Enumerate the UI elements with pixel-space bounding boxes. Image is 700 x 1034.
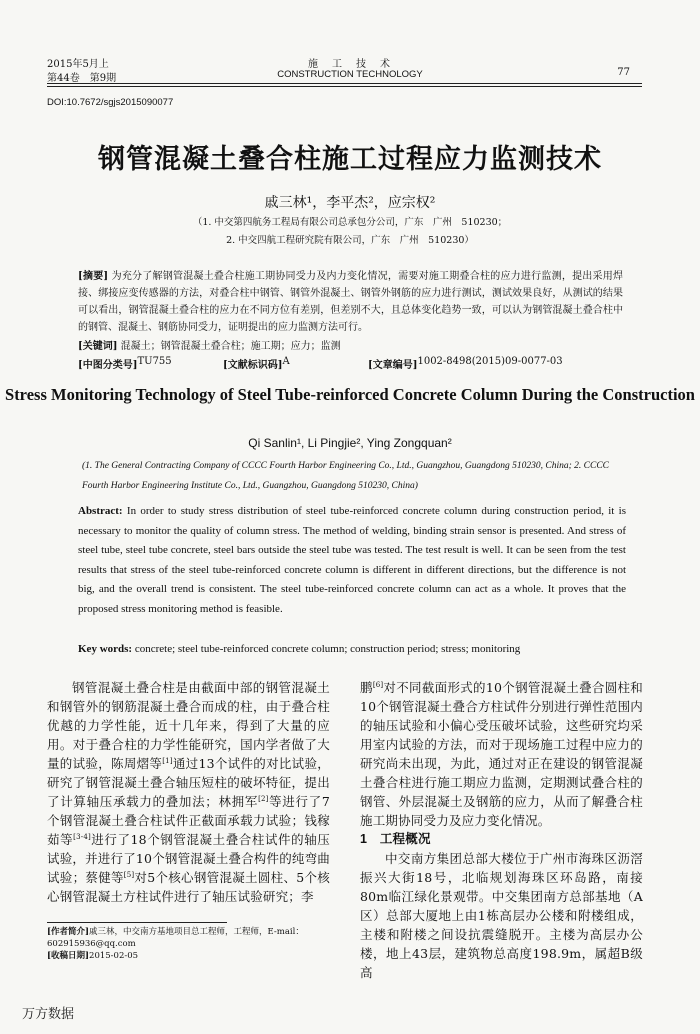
abstract-en — [78, 502, 626, 619]
citation: [5] — [123, 870, 135, 879]
title-cn: 钢管混凝土叠合柱施工过程应力监测技术 — [98, 144, 602, 175]
body-column-right — [360, 678, 643, 982]
body-text: 对5个核心钢管混凝土圆柱、5个核心钢管混凝土方柱试件进行了轴压试验研究；李 — [47, 870, 330, 904]
abstract-en-text: In order to study stress distribution of steel tube-reinforced concrete column during construction period, it is necessary to monitor the quality of column stress. The method of welding, binding strain sensor is presented. And stress of steel tube, steel tube concrete, steel bars outside the steel tube was tested. The test result is well. It can be seen from the test results that stress of the steel tube-reinforced concrete column is different in different directions, but the difference is not big, and the overall trend is consistent. The steel tube-reinforced concrete column can act as a whole. It proves that the proposed stress monitoring method is feasible. — [78, 505, 626, 615]
author-bio-label: [作者简介] — [47, 927, 90, 937]
authors-en: Qi Sanlin¹, Li Pingjie², Ying Zongquan² — [248, 436, 452, 450]
received-date-value: 2015-02-05 — [89, 951, 139, 961]
abstract-cn — [78, 268, 623, 336]
keywords-cn-text: 混凝土；钢管混凝土叠合柱；施工期；应力；监测 — [120, 341, 341, 352]
clc-value: TU755 — [137, 356, 172, 367]
header-rule-thin — [47, 86, 642, 87]
page-number: 77 — [617, 67, 630, 78]
keywords-en-text: concrete; steel tube-reinforced concrete column; construction period; stress; monitoring — [134, 643, 521, 655]
citation: [6] — [372, 680, 384, 689]
keywords-en-label: Key words: — [78, 643, 133, 655]
abstract-cn-text: 为充分了解钢管混凝土叠合柱施工期协同受力及内力变化情况，需要对施工期叠合柱的应力进行监测，提出采用焊接、绑接应变传感器的方法，对叠合柱中钢管、钢管外混凝土、钢管外钢筋的应力进行测试，测试效果良好，从测试的结果可以看出，钢管混凝土叠合柱的应力在不同方位有差别，但差别不大，且总体变化趋势一致，可以认为钢管混凝土叠合柱中的钢管、混凝土、钢筋协同受力，证明提出的应力监测方法可行。 — [78, 271, 624, 333]
received-date-label: [收稿日期] — [47, 951, 90, 961]
doi: DOI:10.7672/sgjs2015090077 — [47, 97, 174, 108]
header-rule — [47, 83, 642, 84]
affiliation-cn-1: （1. 中交第四航务工程局有限公司总承包分公司，广东 广州 510230； — [192, 217, 508, 228]
volume-issue: 第44卷 第9期 — [47, 73, 117, 84]
body-text: 等进行了7个钢管混凝土叠合柱试件正截面承载力试验；钱稼茹等 — [47, 794, 331, 847]
body-paragraph — [47, 678, 330, 906]
author-bio-text: 戚三林，中交南方基地项目总工程师，工程师，E-mail：602915936@qq.com — [47, 927, 304, 949]
authors-cn: 戚三林¹，李平杰²，应宗权² — [264, 195, 436, 211]
body-column-left — [47, 678, 330, 906]
footnote — [47, 926, 337, 962]
watermark: 万方数据 — [22, 1007, 75, 1022]
title-en: Stress Monitoring Technology of Steel Tube-reinforced Concrete Column During the Construction — [5, 385, 695, 404]
body-paragraph: 中交南方集团总部大楼位于广州市海珠区沥滘振兴大街18号，北临规划海珠区环岛路，南接80m临江绿化景观带。中交集团南方总部基地（A区）总部大厦地上由1栋高层办公楼和附楼组成，主楼和附楼之间设抗震缝脱开。主楼为高层办公楼，地上43层，建筑物总高度198.9m，属超B级高 — [360, 851, 643, 980]
keywords-cn — [78, 337, 341, 352]
abstract-en-label: Abstract: — [78, 505, 123, 517]
body-text: 鹏 — [360, 680, 373, 695]
article-number-value: 1002-8498(2015)09-0077-03 — [417, 356, 563, 367]
citation: [2] — [258, 794, 269, 803]
citation: [1] — [162, 756, 173, 765]
clc-label: [中图分类号] — [78, 360, 138, 371]
abstract-cn-label: [摘要] — [78, 271, 109, 282]
keywords-cn-label: [关键词] — [78, 341, 118, 352]
section-heading: 1 工程概况 — [360, 832, 431, 846]
journal-name-cn: 施 工 技 术 — [308, 59, 392, 70]
citation: [3-4] — [73, 832, 91, 841]
journal-name-en: CONSTRUCTION TECHNOLOGY — [277, 69, 423, 80]
affiliation-cn-2: 2. 中交四航工程研究院有限公司，广东 广州 510230） — [226, 235, 474, 246]
body-text: 对不同截面形式的10个钢管混凝土叠合圆柱和10个钢管混凝土叠合方柱试件分别进行弹性范围内的轴压试验和小偏心受压破坏试验，这些研究均采用室内试验的方法，而对于现场施工过程中应力的研究尚未出现，为此，通过对正在建设的钢管混凝土叠合柱进行施工期应力监测，定期测试叠合柱的钢管、外层混凝土及钢筋的应力，从而了解叠合柱施工期协同受力及应力变化情况。 — [360, 680, 644, 828]
affiliations-en: (1. The General Contracting Company of CCCC Fourth Harbor Engineering Co., Ltd., Guangzhou, Guangdong 510230, China; 2. CCCC Fourth Harbor Engineering Institute Co., Ltd., Guangzhou, Guangdong 510230, China) — [82, 461, 610, 491]
body-text: 钢管混凝土叠合柱是由截面中部的钢管混凝土和钢管外的钢筋混凝土叠合而成的柱，由于叠合柱优越的力学性能，近十几年来，得到了大量的应用。对于叠合柱的力学性能研究，国内学者做了大量的试验，陈周熠等 — [47, 680, 330, 771]
doc-code-label: [文献标识码] — [223, 360, 283, 371]
issue-date: 2015年5月上 — [47, 59, 109, 70]
keywords-en — [78, 643, 520, 655]
doc-code-value: A — [282, 356, 290, 367]
body-text: 进行了18个钢管混凝土叠合柱试件的轴压试验，并进行了10个钢管混凝土叠合构件的纯弯曲试验；蔡健等 — [47, 832, 331, 885]
author-bio — [47, 926, 337, 950]
received-date — [47, 950, 337, 962]
body-text: 通过13个试件的对比试验，研究了钢管混凝土叠合轴压短柱的破坏特征，提出了计算轴压承载力的叠加法；林拥军 — [47, 756, 330, 809]
body-paragraph — [360, 678, 643, 830]
article-number-label: [文章编号] — [368, 360, 418, 371]
footnote-rule — [47, 922, 227, 923]
